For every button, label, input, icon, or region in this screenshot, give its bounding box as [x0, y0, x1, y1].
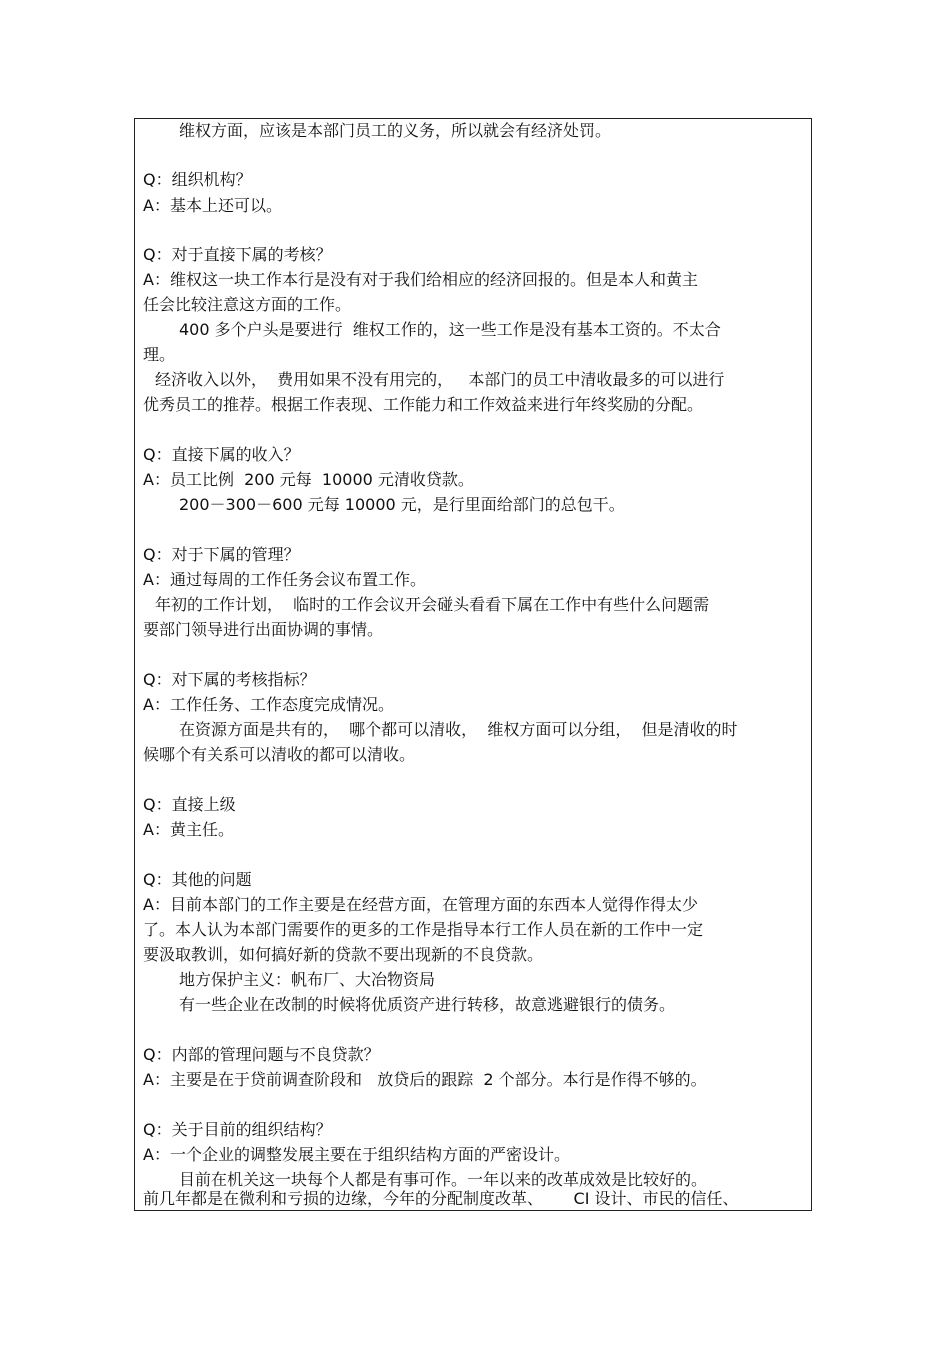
text-line: 优秀员工的推荐。根据工作表现、工作能力和工作效益来进行年终奖励的分配。 — [143, 395, 704, 414]
text-line: 400 多个户头是要进行 维权工作的，这一些工作是没有基本工资的。不太合 — [179, 320, 721, 339]
question-line: Q：其他的问题 — [143, 870, 252, 889]
answer-line: A：一个企业的调整发展主要在于组织结构方面的严密设计。 — [143, 1145, 570, 1164]
text-line: 前几年都是在微利和亏损的边缘，今年的分配制度改革、 CI 设计、市民的信任、 — [143, 1189, 739, 1208]
text-line: 任会比较注意这方面的工作。 — [143, 295, 352, 314]
question-line: Q：关于目前的组织结构？ — [143, 1120, 332, 1139]
text-line: 年初的工作计划， 临时的工作会议开会碰头看看下属在工作中有些什么问题需 — [155, 595, 710, 614]
text-line: 维权方面，应该是本部门员工的义务，所以就会有经济处罚。 — [179, 121, 612, 140]
question-line: Q：组织机构？ — [143, 170, 252, 189]
text-line: 200－300－600 元每 10000 元，是行里面给部门的总包干。 — [179, 495, 625, 514]
answer-line: A：主要是在于贷前调查阶段和 放贷后的跟踪 2 个部分。本行是作得不够的。 — [143, 1070, 707, 1089]
question-line: Q：直接上级 — [143, 795, 236, 814]
question-line: Q：直接下属的收入？ — [143, 445, 300, 464]
question-line: Q：对下属的考核指标？ — [143, 670, 316, 689]
document-frame — [134, 118, 812, 1211]
text-line: 有一些企业在改制的时候将优质资产进行转移，故意逃避银行的债务。 — [179, 995, 676, 1014]
answer-line: A：通过每周的工作任务会议布置工作。 — [143, 570, 426, 589]
text-line: 要汲取教训，如何搞好新的贷款不要出现新的不良贷款。 — [143, 945, 544, 964]
text-line: 在资源方面是共有的， 哪个都可以清收， 维权方面可以分组， 但是清收的时 — [179, 720, 738, 739]
text-line: 候哪个有关系可以清收的都可以清收。 — [143, 745, 416, 764]
answer-line: A：工作任务、工作态度完成情况。 — [143, 695, 394, 714]
answer-line: A：员工比例 200 元每 10000 元清收贷款。 — [143, 470, 474, 489]
question-line: Q：对于下属的管理？ — [143, 545, 300, 564]
text-line: 目前在机关这一块每个人都是有事可作。一年以来的改革成效是比较好的。 — [179, 1170, 708, 1189]
text-line: 了。本人认为本部门需要作的更多的工作是指导本行工作人员在新的工作中一定 — [143, 920, 704, 939]
text-line: 要部门领导进行出面协调的事情。 — [143, 620, 384, 639]
answer-line: A：黄主任。 — [143, 820, 234, 839]
answer-line: A：维权这一块工作本行是没有对于我们给相应的经济回报的。但是本人和黄主 — [143, 270, 698, 289]
answer-line: A：目前本部门的工作主要是在经营方面，在管理方面的东西本人觉得作得太少 — [143, 895, 698, 914]
question-line: Q：内部的管理问题与不良贷款？ — [143, 1045, 380, 1064]
text-line: 理。 — [143, 345, 176, 364]
text-line: 经济收入以外， 费用如果不没有用完的， 本部门的员工中清收最多的可以进行 — [155, 370, 725, 389]
question-line: Q：对于直接下属的考核？ — [143, 245, 332, 264]
text-line: 地方保护主义：帆布厂、大冶物资局 — [179, 970, 436, 989]
answer-line: A：基本上还可以。 — [143, 196, 282, 215]
